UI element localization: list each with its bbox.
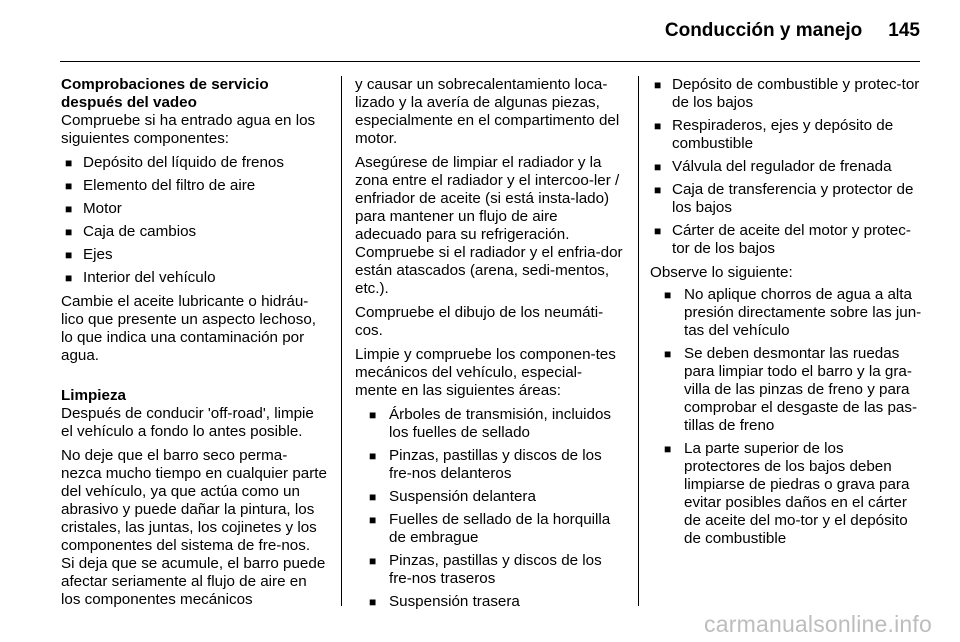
header-rule bbox=[60, 61, 920, 62]
list-item: ■ Motor bbox=[61, 200, 327, 218]
bullet-list bbox=[650, 286, 922, 548]
list-item: ■ Elemento del filtro de aire bbox=[61, 177, 327, 195]
list-item: ■ Pinzas, pastillas y discos de los fre-nos traseros bbox=[355, 552, 623, 588]
column-divider-1 bbox=[341, 76, 342, 606]
paragraph: y causar un sobrecalentamiento loca-lizado y la avería de algunas piezas, especialmente en el compartimento del motor. bbox=[355, 76, 620, 147]
text-column-2 bbox=[355, 76, 623, 617]
watermark: carmanualsonline.info bbox=[704, 611, 932, 637]
section-heading-after-wading: Comprobaciones de servicio después del vadeo bbox=[61, 76, 269, 111]
paragraph: Compruebe si ha entrado agua en los siguientes componentes: bbox=[61, 112, 316, 147]
list-item: ■ Válvula del regulador de frenada bbox=[650, 158, 922, 176]
paragraph: No deje que el barro seco perma-nezca mucho tiempo en cualquier parte del vehículo, ya que actúa como un abrasivo y puede dañar la pintura, los cristales, las juntas, los cojinetes y los componentes del sistema de fre-nos. Si deja que se acumule, el barro puede afectar seriamente al flujo de aire en los componentes mecánicos bbox=[61, 447, 327, 608]
page-number: 145 bbox=[888, 20, 920, 41]
page-header bbox=[665, 20, 920, 42]
list-item: ■ Suspensión delantera bbox=[355, 488, 623, 506]
paragraph: Asegúrese de limpiar el radiador y la zona entre el radiador y el intercoo-ler / enfriador de aceite (si está insta-lado) para mantener un flujo de aire adecuado para su refrigeración. Compruebe si el radiador y el enfria-dor están atascados (arena, sedi-mentos, etc.). bbox=[355, 154, 623, 297]
section-title: Conducción y manejo bbox=[664, 20, 863, 41]
list-item: ■ Pinzas, pastillas y discos de los fre-nos delanteros bbox=[355, 447, 623, 483]
paragraph: Después de conducir 'off-road', limpie el vehículo a fondo lo antes posible. bbox=[61, 405, 314, 440]
list-item: ■ Ejes bbox=[61, 246, 327, 264]
paragraph: Limpie y compruebe los componen-tes mecánicos del vehículo, especial-mente en las siguientes áreas: bbox=[355, 346, 616, 399]
list-item: ■ La parte superior de los protectores de los bajos deben limpiarse de piedras o grava para evitar posibles daños en el cárter de aceite del mo-tor y el depósito de combustible bbox=[650, 440, 922, 548]
list-item: ■ Se deben desmontar las ruedas para limpiar todo el barro y la gra-villa de las pinzas de freno y para comprobar el desgaste de las pas-tillas de freno bbox=[650, 345, 922, 435]
paragraph: Compruebe el dibujo de los neumáti-cos. bbox=[355, 304, 604, 339]
list-item: ■ Cárter de aceite del motor y protec-tor de los bajos bbox=[650, 222, 922, 258]
list-item: ■ No aplique chorros de agua a alta presión directamente sobre las jun-tas del vehículo bbox=[650, 286, 922, 340]
list-item: ■ Caja de cambios bbox=[61, 223, 327, 241]
text-column-1 bbox=[61, 76, 327, 615]
bullet-list bbox=[355, 406, 623, 611]
list-item: ■ Interior del vehículo bbox=[61, 269, 327, 287]
paragraph: Cambie el aceite lubricante o hidráu-lico que presente un aspecto lechoso, lo que indica una contaminación por agua. bbox=[61, 293, 316, 364]
text-column-3 bbox=[650, 76, 922, 554]
section-heading-cleaning: Limpieza bbox=[61, 387, 126, 404]
list-item: ■ Árboles de transmisión, incluidos los fuelles de sellado bbox=[355, 406, 623, 442]
list-item: ■ Caja de transferencia y protector de los bajos bbox=[650, 181, 922, 217]
column-divider-2 bbox=[638, 76, 639, 606]
list-item: ■ Depósito del líquido de frenos bbox=[61, 154, 327, 172]
section-gap bbox=[61, 371, 327, 387]
bullet-list bbox=[650, 76, 922, 258]
bullet-list bbox=[61, 154, 327, 287]
paragraph: Observe lo siguiente: bbox=[650, 264, 793, 281]
list-item: ■ Depósito de combustible y protec-tor de los bajos bbox=[650, 76, 922, 112]
list-item: ■ Fuelles de sellado de la horquilla de embrague bbox=[355, 511, 623, 547]
list-item: ■ Respiraderos, ejes y depósito de combustible bbox=[650, 117, 922, 153]
list-item: ■ Suspensión trasera bbox=[355, 593, 623, 611]
